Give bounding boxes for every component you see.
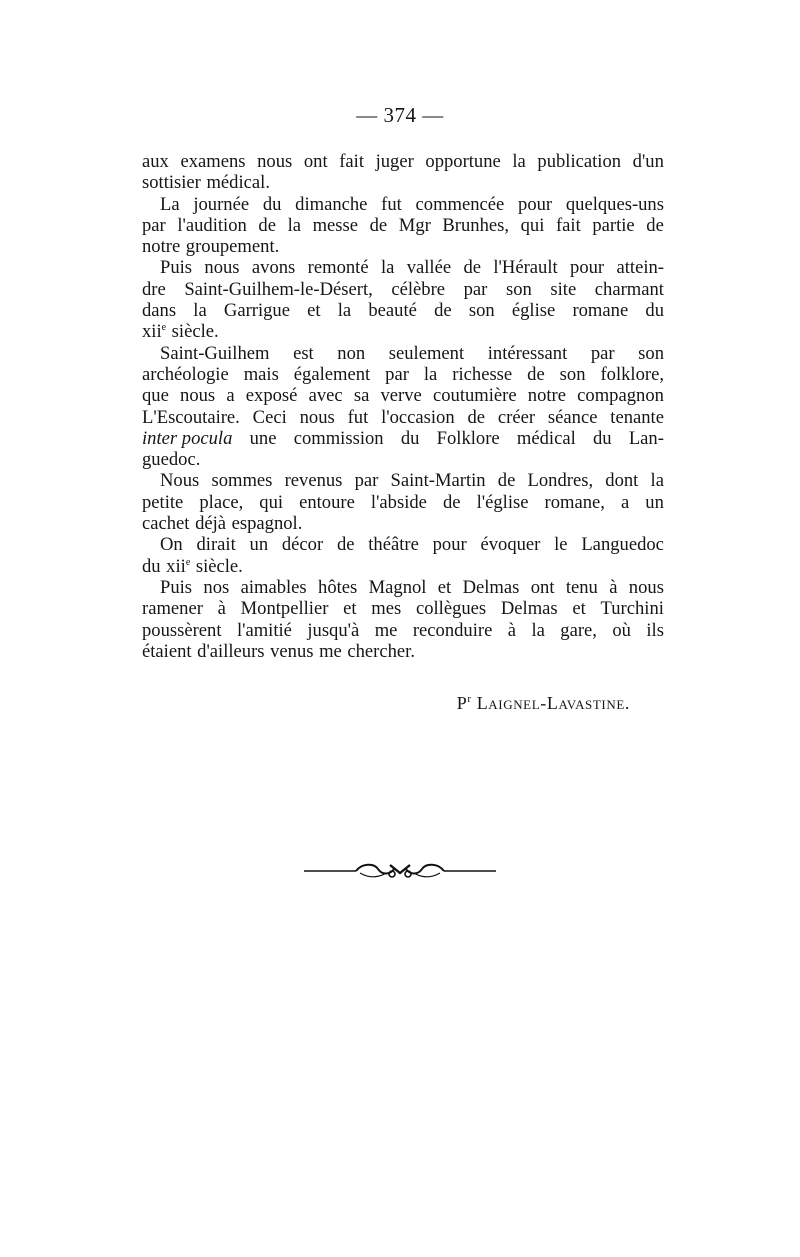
- word: pour: [432, 534, 467, 556]
- word: l'Hérault: [493, 257, 558, 279]
- word: par: [142, 214, 166, 236]
- text-line: [142, 385, 664, 406]
- text-line: [142, 470, 664, 491]
- word: son: [505, 278, 532, 300]
- word: publication: [537, 151, 622, 172]
- word: le: [554, 534, 568, 556]
- word: que: [142, 385, 169, 407]
- word: fait: [555, 214, 581, 236]
- signature-title: $P^r$: [456, 693, 472, 713]
- word: dimanche: [295, 193, 368, 215]
- word: folklore,: [600, 363, 664, 385]
- word: pour: [570, 257, 605, 279]
- word: Languedoc: [581, 534, 664, 556]
- word: Garrigue: [223, 300, 290, 322]
- word: du: [262, 193, 282, 215]
- text-line: [142, 407, 664, 428]
- word: créer: [497, 406, 536, 428]
- word: théâtre: [368, 534, 419, 556]
- signature-title-sup: r: [467, 693, 472, 705]
- word: Lan-: [628, 427, 664, 449]
- word: gare,: [560, 619, 597, 641]
- word: la: [193, 300, 207, 322]
- word: espagnol.: [231, 513, 303, 535]
- word: partie: [592, 214, 635, 236]
- word: à: [507, 619, 517, 641]
- word: tenante: [610, 406, 664, 428]
- word: et: [343, 598, 357, 620]
- word: quelques-uns: [565, 193, 664, 215]
- word: opportune: [425, 151, 501, 172]
- text-line: [142, 215, 664, 236]
- word: par: [590, 342, 615, 364]
- word: avons: [251, 257, 296, 279]
- word: groupement.: [185, 236, 280, 258]
- word: son: [638, 342, 664, 364]
- word: de: [467, 406, 486, 428]
- word: archéologie: [142, 363, 229, 385]
- word: nous: [180, 385, 216, 407]
- word: église: [511, 300, 556, 322]
- word: romane,: [544, 491, 605, 513]
- word: vallée: [406, 257, 452, 279]
- text-line: [142, 194, 664, 215]
- word: dirait: [196, 534, 236, 556]
- word: On: [160, 534, 183, 556]
- word: aux: [142, 151, 169, 172]
- word: médical.: [206, 172, 270, 194]
- word: examens: [180, 151, 246, 172]
- word: exposé: [245, 385, 298, 407]
- word: avec: [308, 385, 343, 407]
- word: me: [374, 619, 398, 641]
- word: la: [423, 363, 438, 385]
- text-line: [142, 577, 664, 598]
- word: l'occasion: [381, 406, 455, 428]
- word: célèbre: [391, 278, 446, 300]
- word: venus: [270, 640, 314, 662]
- word: déjà: [195, 513, 227, 535]
- word: Saint-Guilhem-le-Désert,: [184, 278, 373, 300]
- superscript: e: [161, 322, 167, 334]
- word: pour: [518, 193, 553, 215]
- word: guedoc.: [142, 449, 201, 471]
- word: Ceci: [252, 406, 287, 428]
- word: sa: [353, 385, 370, 407]
- word: étaient: [142, 640, 192, 662]
- word: place,: [199, 491, 244, 513]
- word: juger: [375, 151, 414, 172]
- word: site: [550, 278, 577, 300]
- text-line: [142, 428, 664, 449]
- body-text: [142, 151, 664, 662]
- word: fait: [339, 151, 364, 172]
- text-line: [142, 513, 664, 534]
- word: mais: [243, 363, 279, 385]
- word: et: [572, 598, 586, 620]
- word: non: [337, 342, 366, 364]
- text-line: [142, 641, 664, 662]
- word: l'église: [476, 491, 529, 513]
- word: La: [160, 193, 180, 215]
- word: du: [592, 427, 612, 449]
- word: notre: [527, 385, 566, 407]
- word: de: [527, 363, 545, 385]
- word: qui: [520, 214, 545, 236]
- word: du: [400, 427, 420, 449]
- word: a: [620, 491, 630, 513]
- word: me: [319, 640, 342, 662]
- word: qui: [259, 491, 284, 513]
- word: et: [307, 300, 321, 322]
- word: la: [650, 470, 664, 492]
- word: reconduire: [412, 619, 493, 641]
- word: où: [612, 619, 631, 641]
- word: Delmas: [462, 576, 520, 598]
- word: la: [337, 300, 352, 322]
- word: ont: [530, 576, 555, 598]
- word: Nous: [160, 470, 200, 492]
- word: Delmas: [500, 598, 558, 620]
- word: aimables: [240, 576, 307, 598]
- word: dre: [142, 278, 166, 300]
- word: de: [463, 257, 482, 279]
- text-line: [142, 172, 664, 193]
- word: Mgr: [398, 214, 431, 236]
- word: Saint-Martin: [390, 470, 486, 492]
- text-line: [142, 300, 664, 321]
- word: de: [336, 534, 355, 556]
- word: commencée: [415, 193, 505, 215]
- word: la: [531, 619, 545, 641]
- page-number: — 374 —: [356, 103, 444, 127]
- word: messe: [312, 214, 359, 236]
- word: un: [249, 534, 269, 556]
- word: revenus: [284, 470, 343, 492]
- word: Puis: [160, 576, 193, 598]
- word: nos: [203, 576, 230, 598]
- word: charmant: [594, 278, 664, 300]
- word: petite: [142, 491, 184, 513]
- word: jusqu'à: [307, 619, 360, 641]
- word: richesse: [452, 363, 513, 385]
- word: siècle.: [195, 555, 243, 577]
- word: fut: [381, 193, 402, 215]
- text-line: [142, 598, 664, 619]
- word: à: [609, 576, 618, 598]
- word: remonté: [307, 257, 369, 279]
- word: décor: [281, 534, 324, 556]
- word: Londres,: [527, 470, 594, 492]
- word: xii$^e$: [166, 555, 191, 577]
- word: collègues: [415, 598, 487, 620]
- word: également: [293, 363, 371, 385]
- word: L'Escoutaire.: [142, 406, 240, 428]
- word: hôtes: [318, 576, 358, 598]
- text-line: [142, 279, 664, 300]
- word: de: [434, 300, 452, 322]
- word: tenu: [565, 576, 598, 598]
- word: est: [293, 342, 314, 364]
- word: la: [287, 214, 301, 236]
- text-line: [142, 321, 664, 342]
- text-line: [142, 343, 664, 364]
- word: l'audition: [177, 214, 247, 236]
- word: Saint-Guilhem: [160, 342, 270, 364]
- text-line: [142, 492, 664, 513]
- word: commission: [293, 427, 384, 449]
- word: par: [385, 363, 409, 385]
- word: sottisier: [142, 172, 201, 194]
- word: coutumière: [432, 385, 517, 407]
- word: et: [437, 576, 452, 598]
- author-signature: [457, 693, 630, 714]
- word: un: [645, 491, 664, 513]
- text-line: [142, 236, 664, 257]
- word: d'ailleurs: [197, 640, 265, 662]
- text-line: [142, 534, 664, 555]
- word: du: [645, 300, 664, 322]
- text-line: [142, 151, 664, 172]
- word: mes: [371, 598, 402, 620]
- word: beauté: [368, 300, 417, 322]
- word: sommes: [211, 470, 273, 492]
- word: siècle.: [171, 321, 219, 343]
- word: journée: [193, 193, 250, 215]
- word: nous: [204, 257, 240, 279]
- word: Brunhes,: [442, 214, 510, 236]
- word: fut: [347, 406, 369, 428]
- text-line: [142, 449, 664, 470]
- signature-name: Laignel-Lavastine.: [476, 693, 630, 713]
- word: chercher.: [347, 640, 415, 662]
- word: ont: [303, 151, 328, 172]
- word: par: [354, 470, 379, 492]
- word: ramener: [142, 598, 203, 620]
- word: à: [217, 598, 226, 620]
- word: la: [380, 257, 395, 279]
- text-line: [142, 257, 664, 278]
- word: de: [497, 470, 516, 492]
- word: verve: [380, 385, 422, 407]
- word: de: [258, 214, 276, 236]
- word: Folklore: [436, 427, 500, 449]
- word: compagnon: [577, 385, 664, 407]
- word: xii$^e$: [142, 321, 167, 343]
- word: intéressant: [487, 342, 568, 364]
- superscript: e: [185, 556, 191, 568]
- word: a: [226, 385, 235, 407]
- text-line: [142, 620, 664, 641]
- word: nous: [628, 576, 664, 598]
- word: de: [646, 214, 664, 236]
- word: Puis: [160, 257, 193, 279]
- word: Turchini: [600, 598, 664, 620]
- word: attein-: [616, 257, 664, 279]
- word: la: [512, 151, 526, 172]
- word: séance: [547, 406, 598, 428]
- word: médical: [516, 427, 576, 449]
- text-line: [142, 556, 664, 577]
- word: dans: [142, 300, 177, 322]
- word: de: [442, 491, 461, 513]
- word: poussèrent: [142, 619, 222, 641]
- word: inter pocula: [142, 427, 233, 449]
- word: Magnol: [368, 576, 427, 598]
- word: évoquer: [480, 534, 541, 556]
- word: nous: [257, 151, 293, 172]
- text-line: [142, 364, 664, 385]
- word: l'abside: [370, 491, 427, 513]
- word: ils: [646, 619, 664, 641]
- word: cachet: [142, 513, 190, 535]
- word: son: [559, 363, 586, 385]
- word: une: [249, 427, 277, 449]
- word: notre: [142, 236, 181, 258]
- word: dont: [605, 470, 639, 492]
- word: seulement: [388, 342, 465, 364]
- word: de: [369, 214, 388, 236]
- word: l'amitié: [236, 619, 292, 641]
- word: romane: [572, 300, 629, 322]
- word: entoure: [299, 491, 355, 513]
- word: du: [142, 555, 161, 577]
- word: d'un: [632, 151, 664, 172]
- word: son: [468, 300, 495, 322]
- word: par: [463, 278, 488, 300]
- ornament-divider: [300, 855, 500, 885]
- word: Montpellier: [240, 598, 329, 620]
- word: nous: [299, 406, 335, 428]
